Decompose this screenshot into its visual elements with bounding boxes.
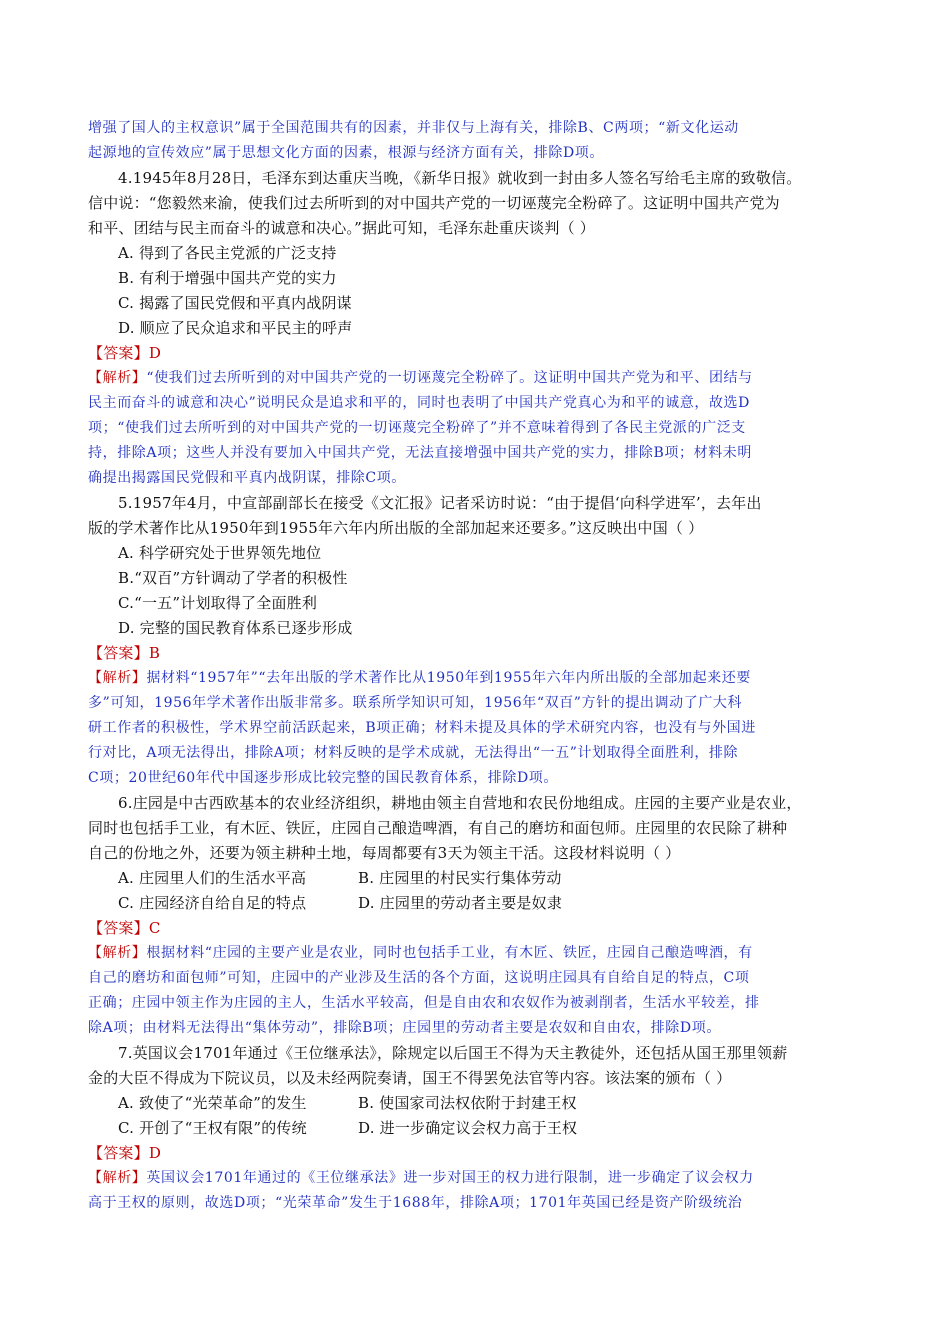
document-page <box>88 116 864 1216</box>
analysis-line: 高于王权的原则，故选D项；“光荣革命”发生于1688年，排除A项；1701年英国已经是资产阶级统治 <box>88 1195 743 1211</box>
option-b: B. 使国家司法权依附于封建王权 <box>358 1094 577 1112</box>
analysis-line: 研工作者的积极性，学术界空前活跃起来，B项正确；材料未提及具体的学术研究内容，也没有与外国进 <box>88 720 756 736</box>
option-d: D. 庄园里的劳动者主要是奴隶 <box>358 894 563 912</box>
analysis-line: 正确；庄园中领主作为庄园的主人，生活水平较高，但是自由农和农奴作为被剥削者，生活水平较差，排 <box>88 995 760 1011</box>
answer-value: B <box>148 644 161 662</box>
option-a: A. 得到了各民主党派的广泛支持 <box>118 244 337 262</box>
answer-label: 【答案】 <box>88 644 149 662</box>
analysis-line: 持，排除A项；这些人并没有要加入中国共产党，无法直接增强中国共产党的实力，排除B项；材料未明 <box>88 445 752 461</box>
option-row <box>88 1116 864 1141</box>
answer-label: 【答案】 <box>88 1144 149 1162</box>
option-c: C. 开创了“王权有限”的传统 <box>118 1119 307 1137</box>
analysis-text: 据材料“1957年”“去年出版的学术著作比从1950年到1955年六年内所出版的全部加起来还要 <box>146 670 751 686</box>
analysis-label: 【解析】 <box>88 945 147 961</box>
answer-line <box>88 1141 864 1166</box>
question-stem: 和平、团结与民主而奋斗的诚意和决心。”据此可知，毛泽东赴重庆谈判（ ） <box>88 219 595 237</box>
question-stem: 7.英国议会1701年通过《王位继承法》，除规定以后国王不得为天主教徒外，还包括从国王那里领薪 <box>118 1044 788 1062</box>
option-c: C. 庄园经济自给自足的特点 <box>118 894 307 912</box>
analysis-text: 英国议会1701年通过的《王位继承法》进一步对国王的权力进行限制，进一步确定了议会权力 <box>146 1170 754 1186</box>
answer-line <box>88 641 864 666</box>
analysis-line: 确提出揭露国民党假和平真内战阴谋，排除C项。 <box>88 470 406 486</box>
analysis-line: 项；“使我们过去所听到的对中国共产党的一切诬蔑完全粉碎了”并不意味着得到了各民主党派的广泛支 <box>88 420 746 436</box>
question-4 <box>88 166 864 491</box>
question-stem: 5.1957年4月，中宣部副部长在接受《文汇报》记者采访时说：“由于提倡‘向科学进军’，去年出 <box>118 494 762 512</box>
option-d: D. 进一步确定议会权力高于王权 <box>358 1119 578 1137</box>
option-b: B.“双百”方针调动了学者的积极性 <box>118 569 348 587</box>
answer-label: 【答案】 <box>88 344 149 362</box>
option-d: D. 完整的国民教育体系已逐步形成 <box>118 619 353 637</box>
analysis-line: 自己的磨坊和面包师”可知，庄园中的产业涉及生活的各个方面，这说明庄园具有自给自足的特点，C项 <box>88 970 750 986</box>
question-5 <box>88 491 864 791</box>
answer-line <box>88 916 864 941</box>
option-a: A. 庄园里人们的生活水平高 <box>118 869 307 887</box>
analysis-line: 起源地的宣传效应”属于思想文化方面的因素，根源与经济方面有关，排除D项。 <box>88 145 604 161</box>
question-stem: 自己的份地之外，还要为领主耕种土地，每周都要有3天为领主干活。这段材料说明（ ） <box>88 844 681 862</box>
question-stem: 4.1945年8月28日，毛泽东到达重庆当晚，《新华日报》就收到一封由多人签名写给毛主席的致敬信。 <box>118 169 802 187</box>
analysis-line: 民主而奋斗的诚意和决心”说明民众是追求和平的，同时也表明了中国共产党真心为和平的诚意，故选D <box>88 395 750 411</box>
analysis-label: 【解析】 <box>88 1170 147 1186</box>
question-stem: 信中说：“您毅然来渝，使我们过去所听到的对中国共产党的一切诬蔑完全粉碎了。这证明中国共产党为 <box>88 194 780 212</box>
question-stem: 6.庄园是中古西欧基本的农业经济组织，耕地由领主自营地和农民份地组成。庄园的主要产业是农业， <box>118 794 802 812</box>
analysis-line <box>88 666 864 691</box>
option-c: C. 揭露了国民党假和平真内战阴谋 <box>118 294 352 312</box>
option-a: A. 致使了“光荣革命”的发生 <box>118 1094 307 1112</box>
analysis-line: 除A项；由材料无法得出“集体劳动”，排除B项；庄园里的劳动者主要是农奴和自由农，排除D项。 <box>88 1020 721 1036</box>
option-row <box>88 891 864 916</box>
previous-analysis <box>88 116 864 166</box>
option-row <box>88 1091 864 1116</box>
question-stem: 版的学术著作比从1950年到1955年六年内所出版的全部加起来还要多。”这反映出中国（ ） <box>88 519 704 537</box>
answer-value: C <box>148 919 161 937</box>
analysis-line: 增强了国人的主权意识”属于全国范围共有的因素，并非仅与上海有关，排除B、C两项；“新文化运动 <box>88 120 739 136</box>
option-b: B. 有利于增强中国共产党的实力 <box>118 269 337 287</box>
option-row <box>88 866 864 891</box>
answer-value: D <box>148 1144 162 1162</box>
answer-line <box>88 341 864 366</box>
analysis-line <box>88 366 864 391</box>
question-7 <box>88 1041 864 1216</box>
analysis-label: 【解析】 <box>88 670 147 686</box>
option-d: D. 顺应了民众追求和平民主的呼声 <box>118 319 353 337</box>
question-6 <box>88 791 864 1041</box>
question-stem: 金的大臣不得成为下院议员，以及未经两院奏请，国王不得罢免法官等内容。该法案的颁布（ ） <box>88 1069 732 1087</box>
analysis-line: 行对比，A项无法得出，排除A项；材料反映的是学术成就，无法得出“一五”计划取得全面胜利，排除 <box>88 745 739 761</box>
option-b: B. 庄园里的村民实行集体劳动 <box>358 869 562 887</box>
option-c: C.“一五”计划取得了全面胜利 <box>118 594 318 612</box>
analysis-text: 根据材料“庄园的主要产业是农业，同时也包括手工业，有木匠、铁匠，庄园自己酿造啤酒，有 <box>146 945 753 961</box>
analysis-line: 多”可知，1956年学术著作出版非常多。联系所学知识可知，1956年“双百”方针的提出调动了广大科 <box>88 695 743 711</box>
question-stem: 同时也包括手工业，有木匠、铁匠，庄园自己酿造啤酒，有自己的磨坊和面包师。庄园里的农民除了耕种 <box>88 819 788 837</box>
option-a: A. 科学研究处于世界领先地位 <box>118 544 322 562</box>
analysis-label: 【解析】 <box>88 370 147 386</box>
answer-label: 【答案】 <box>88 919 149 937</box>
answer-value: D <box>148 344 162 362</box>
analysis-line <box>88 1166 864 1191</box>
analysis-line: C项；20世纪60年代中国逐步形成比较完整的国民教育体系，排除D项。 <box>88 770 558 786</box>
analysis-text: “使我们过去所听到的对中国共产党的一切诬蔑完全粉碎了。这证明中国共产党为和平、团结与 <box>146 370 753 386</box>
analysis-line <box>88 941 864 966</box>
